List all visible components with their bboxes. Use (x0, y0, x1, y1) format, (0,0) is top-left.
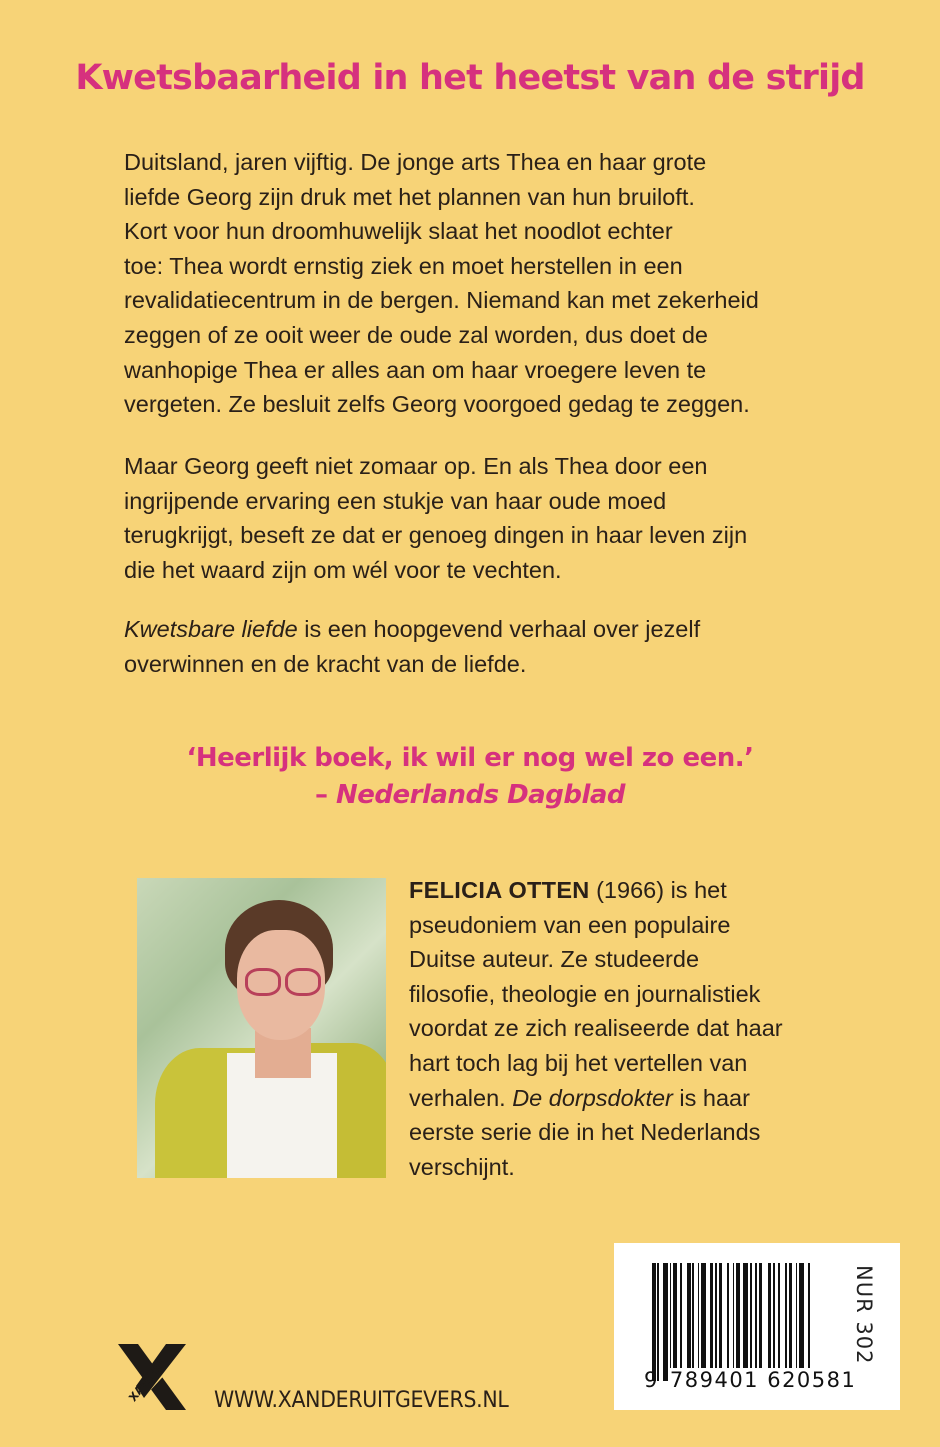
text-line: wanhopige Thea er alles aan om haar vroegere leven te (124, 356, 707, 383)
text-line: verschijnt. (409, 1153, 515, 1180)
author-name: FELICIA OTTEN (409, 877, 590, 903)
text-line: Maar Georg geeft niet zomaar op. En als Thea door een (124, 453, 708, 479)
text-fragment: (1966) is het (589, 877, 727, 903)
book-title: Kwetsbare liefde (124, 616, 298, 642)
text-line: revalidatiecentrum in de bergen. Niemand kan met zekerheid (124, 287, 759, 314)
text-line: Duitse auteur. Ze studeerde (409, 946, 700, 973)
dash: – (314, 780, 337, 810)
text-fragment: is een hoopgevend verhaal over jezelf (297, 616, 701, 642)
review-quote: ‘Heerlijk boek, ik wil er nog wel zo een.’ (186, 743, 754, 773)
series-title: De dorpsdokter (512, 1084, 673, 1111)
text-fragment: is haar (672, 1084, 750, 1111)
isbn-digits: 789401 620581 (669, 1368, 857, 1392)
isbn-prefix: 9 (644, 1368, 659, 1392)
text-line: toe: Thea wordt ernstig ziek en moet herstellen in een (124, 252, 683, 279)
glasses-icon (285, 968, 321, 996)
review-source: Nederlands Dagblad (336, 780, 626, 810)
text-line: voordat ze zich realiseerde dat haar (409, 1015, 783, 1042)
text-line: ingrijpende ervaring een stukje van haar oude moed (124, 487, 667, 514)
author-bio (409, 873, 829, 1184)
text-line: overwinnen en de kracht van de liefde. (124, 650, 527, 677)
review-source-line (0, 777, 940, 814)
logo-text: XANDER (126, 1355, 169, 1405)
text-line: die het waard zijn om wél voor te vechten. (124, 556, 562, 583)
barcode-box (614, 1243, 900, 1410)
text-line (409, 873, 829, 908)
blurb-paragraph-3 (124, 612, 844, 681)
text-line (124, 612, 844, 647)
author-photo (137, 878, 386, 1178)
text-line: terugkrijgt, beseft ze dat er genoeg dingen in haar leven zijn (124, 522, 748, 549)
blurb-paragraph-1 (124, 145, 844, 422)
headline: Kwetsbaarheid in het heetst van de strijd (75, 58, 865, 98)
text-line: liefde Georg zijn druk met het plannen van hun bruiloft. (124, 183, 695, 210)
text-line: zeggen of ze ooit weer de oude zal worden, dus doet de (124, 321, 708, 348)
publisher-url[interactable]: WWW.XANDERUITGEVERS.NL (214, 1388, 509, 1413)
glasses-icon (245, 968, 281, 996)
isbn-number (644, 1368, 857, 1392)
text-line: Kort voor hun droomhuwelijk slaat het noodlot echter (124, 218, 673, 245)
text-line: Duitsland, jaren vijftig. De jonge arts Thea en haar grote (124, 149, 707, 175)
review-quote-block (0, 740, 940, 814)
text-line: filosofie, theologie en journalistiek (409, 980, 761, 1007)
barcode-gap (810, 1263, 814, 1381)
xander-logo-icon (114, 1338, 190, 1414)
text-line (409, 1081, 829, 1116)
blurb-paragraph-2 (124, 449, 844, 587)
nur-code: NUR 302 (852, 1265, 876, 1365)
text-line: eerste serie die in het Nederlands (409, 1119, 761, 1146)
text-line: hart toch lag bij het vertellen van (409, 1049, 748, 1076)
text-line: vergeten. Ze besluit zelfs Georg voorgoed gedag te zeggen. (124, 391, 750, 418)
barcode-icon (652, 1263, 848, 1381)
text-line: pseudoniem van een populaire (409, 911, 731, 938)
text-fragment: verhalen. (409, 1084, 513, 1111)
